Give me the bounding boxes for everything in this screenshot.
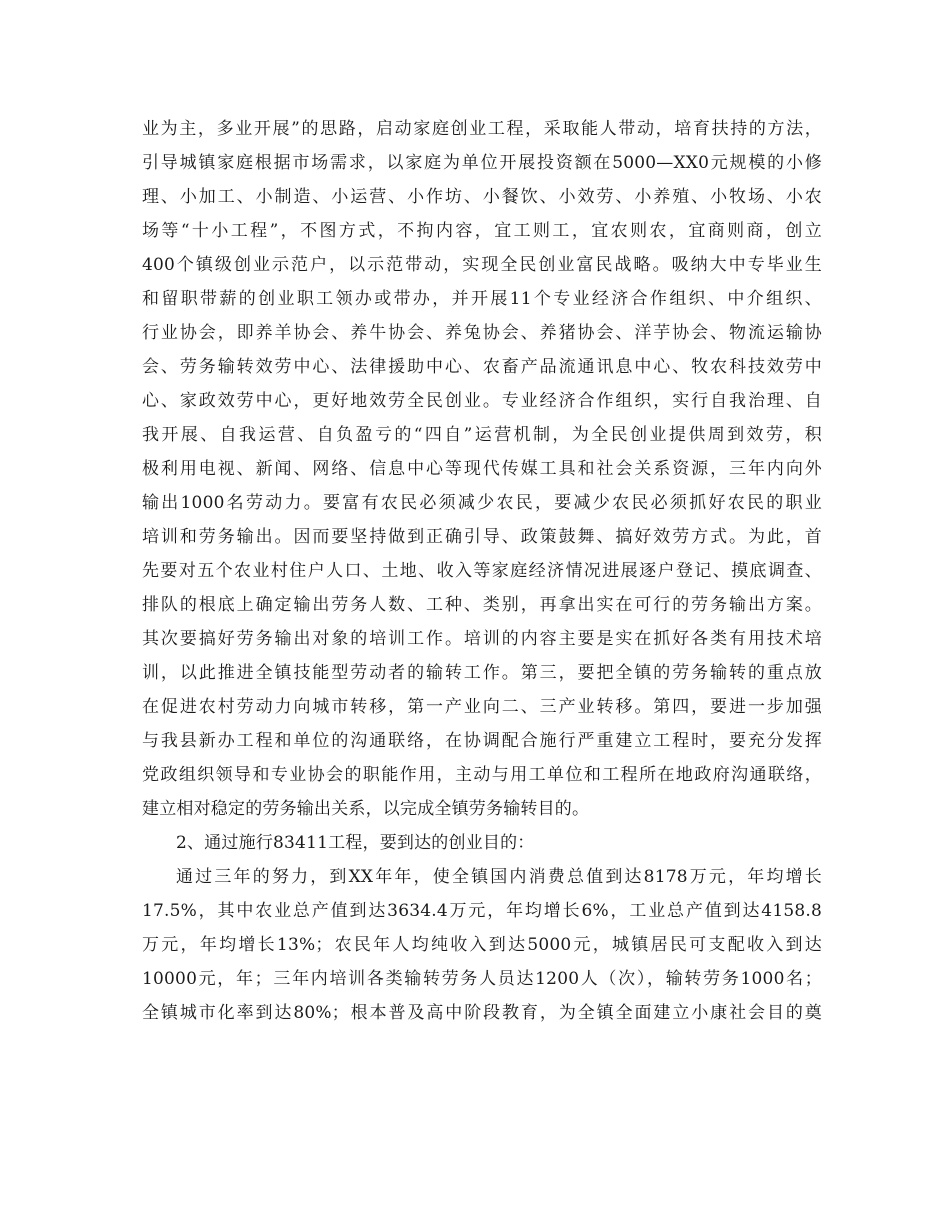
text-line: 通过三年的努力，到XX年年，使全镇国内消费总值到达8178万元，年均增长 [176,867,822,887]
text-line: 建立相对稳定的劳务输出关系，以完成全镇劳务输转目的。 [142,799,590,819]
text-line: 我开展、自我运营、自负盈亏的“四自”运营机制，为全民创业提供周到效劳，积 [142,425,822,445]
text-line: 其次要搞好劳务输出对象的培训工作。培训的内容主要是实在抓好各类有用技术培 [142,629,822,649]
text-line: 心、家政效劳中心，更好地效劳全民创业。专业经济合作组织，实行自我治理、自 [142,391,822,411]
text-line: 10000元，年；三年内培训各类输转劳务人员达1200人（次），输转劳务1000名； [142,969,822,989]
paragraph [142,112,822,826]
text-line: 极利用电视、新闻、网络、信息中心等现代传媒工具和社会关系资源，三年内向外 [142,459,822,479]
text-line: 训，以此推进全镇技能型劳动者的输转工作。第三，要把全镇的劳务输转的重点放 [142,663,822,683]
text-line: 理、小加工、小制造、小运营、小作坊、小餐饮、小效劳、小养殖、小牧场、小农 [142,187,822,207]
text-line: 全镇城市化率到达80%；根本普及高中阶段教育，为全镇全面建立小康社会目的奠 [142,1003,822,1023]
text-line: 引导城镇家庭根据市场需求，以家庭为单位开展投资额在5000—XX0元规模的小修 [142,153,822,173]
text-line: 2、通过施行83411工程，要到达的创业目的： [176,833,535,853]
text-line: 400个镇级创业示范户，以示范带动，实现全民创业富民战略。吸纳大中专毕业生 [142,255,822,275]
paragraph [142,860,822,1030]
body-text [142,112,822,1030]
text-line: 先要对五个农业村住户人口、土地、收入等家庭经济情况进展逐户登记、摸底调查、 [142,561,822,581]
text-line: 万元，年均增长13%；农民年人均纯收入到达5000元，城镇居民可支配收入到达 [142,935,822,955]
text-line: 行业协会，即养羊协会、养牛协会、养兔协会、养猪协会、洋芋协会、物流运输协 [142,323,822,343]
text-line: 和留职带薪的创业职工领办或带办，并开展11个专业经济合作组织、中介组织、 [142,289,822,309]
paragraph [142,826,822,860]
text-line: 在促进农村劳动力向城市转移，第一产业向二、三产业转移。第四，要进一步加强 [142,697,822,717]
text-line: 党政组织领导和专业协会的职能作用，主动与用工单位和工程所在地政府沟通联络， [142,765,822,785]
text-line: 与我县新办工程和单位的沟通联络，在协调配合施行严重建立工程时，要充分发挥 [142,731,822,751]
text-line: 17.5%，其中农业总产值到达3634.4万元，年均增长6%，工业总产值到达4158.8 [142,901,822,921]
text-line: 会、劳务输转效劳中心、法律援助中心、农畜产品流通讯息中心、牧农科技效劳中 [142,357,822,377]
text-line: 业为主，多业开展”的思路，启动家庭创业工程，采取能人带动，培育扶持的方法， [142,119,822,139]
text-line: 场等“十小工程”，不图方式，不拘内容，宜工则工，宜农则农，宜商则商，创立 [142,221,822,241]
text-line: 输出1000名劳动力。要富有农民必须减少农民，要减少农民必须抓好农民的职业 [142,493,822,513]
text-line: 培训和劳务输出。因而要坚持做到正确引导、政策鼓舞、搞好效劳方式。为此，首 [142,527,822,547]
text-line: 排队的根底上确定输出劳务人数、工种、类别，再拿出实在可行的劳务输出方案。 [142,595,822,615]
